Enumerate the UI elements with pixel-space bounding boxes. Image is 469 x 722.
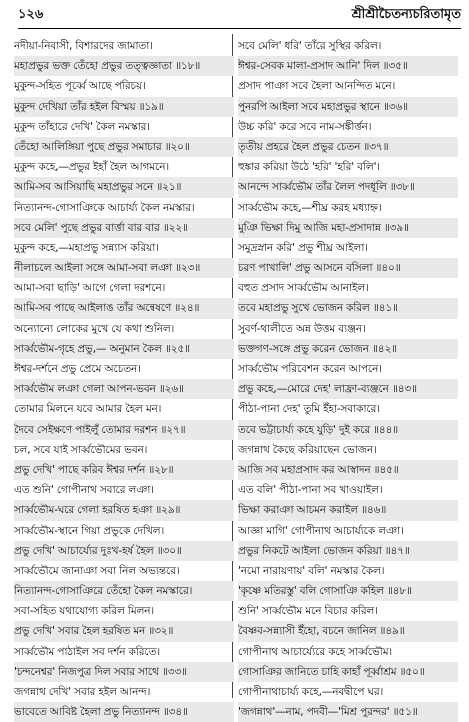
verse-line: তবে মহাপ্রভু সুখে ভোজন করিল ॥৪১॥: [238, 298, 458, 318]
verse-line: মুকুন্দ কহে,—মহাপ্রভু সন্ন্যাস করিয়া।: [14, 241, 159, 254]
verse-line: সার্ব্বভৌমে জানাঞা সবা নিল অভ্যন্তরে।: [14, 564, 180, 577]
verse-line: তেঁহো আলিঙ্গিয়া পুছে প্রভুর সমাচার ॥২০॥: [14, 137, 234, 157]
verse-line: সুবর্ণ-থালীতে অন্ন উত্তম ব্যঞ্জন।: [238, 322, 366, 335]
verse-line: নিত্যানন্দ-গোসাঞিরে তেঁহো কৈল নমস্কারে।: [14, 581, 234, 601]
verse-line: নীলাচলে আইলা সঙ্গে আমা-সবা লঞা ॥২৩॥: [14, 258, 234, 278]
verse-line: ঈশ্বর-সেবক মালা-প্রসাদ আনি' দিল ॥৩৫॥: [238, 56, 458, 76]
verse-line: আজ্ঞা মাগি' গোপীনাথ আচার্য্যকে লঞা।: [238, 524, 404, 537]
page-header: [18, 4, 461, 26]
verse-line: আজি সব মহাপ্রসাদ কর আস্বাদন ॥৪৫॥: [238, 460, 458, 480]
right-column: [238, 36, 458, 722]
verse-line: পুনরপি আইলা সবে মহাপ্রভুর স্থানে ॥৩৬॥: [238, 97, 458, 117]
verse-line: প্রভু দেখি' আচার্য্যের দুঃখ-হর্ষ হৈল ॥৩০॥: [14, 541, 234, 561]
verse-line: ভক্তগণ-সঙ্গে প্রভু করেন ভোজন ॥৪২॥: [238, 339, 458, 359]
verse-line: তবে ভট্টাচার্য্য কহে যুড়ি' দুই করে ॥৪৪॥: [238, 420, 458, 440]
verse-line: চল, সবে যাই সার্ব্বভৌমের ভবন।: [14, 443, 148, 456]
verse-line: প্রভু দেখি' পাছে করিব ঈশ্বর দর্শন ॥২৮॥: [14, 460, 234, 480]
verse-line: প্রভুর নিকটে আইলা ভোজন করিয়া ॥৪৭॥: [238, 541, 458, 561]
verse-line: চরণ পাখালি' প্রভু আসনে বসিলা ॥৪০॥: [238, 258, 458, 278]
verse-line: সবে মেলি' ধরি' তাঁরে সুস্থির করিল।: [238, 40, 382, 52]
verse-line: তোমার মিলনে যবে আমার হৈল মন।: [14, 403, 162, 416]
verse-line: মুকুন্দ কহে,—প্রভুর ইহাঁ হৈল আগমনে।: [14, 161, 169, 174]
verse-line: বহুত প্রসাদ সার্ব্বভৌম আনাইল।: [238, 282, 369, 295]
verse-line: প্রভু কহে,—মোরে দেহ' লাফ্রা-ব্যঞ্জনে ॥৪৩॥: [238, 379, 458, 399]
verse-line: মুকুন্দ দেখিয়া তাঁর হইল বিস্ময় ॥১৯॥: [14, 97, 234, 117]
verse-line: গোসাঞির জানিতে চাহি কাহাঁ পূর্ব্বাশ্রম ॥৫০॥: [238, 662, 458, 682]
verse-line: গোপীনাথাচার্য্য কহে,—নবদ্বীপে ঘর।: [238, 686, 384, 698]
page-number: ১২৬: [18, 6, 44, 22]
verse-line: সার্ব্বভৌম লঞা গেলা আপন-ভবন ॥২৬॥: [14, 379, 234, 399]
verse-line: প্রসাদ পাঞা সবে হৈলা আনন্দিত মনে।: [238, 80, 396, 93]
verse-line: পীঠা-পানা দেহ' তুমি ইঁহা-সবাকারে।: [238, 403, 380, 416]
verse-line: সার্ব্বভৌম পাঠাইল সব দর্শন করিতে।: [14, 645, 160, 658]
left-column: [14, 36, 234, 722]
verse-line: উচ্চ করি' করে সবে নাম-সঙ্কীর্ত্তন।: [238, 120, 372, 133]
verse-line: মুকুন্দ তাঁহারে দেখি' কৈল নমস্কার।: [14, 120, 150, 133]
verse-line: জগন্নাথ কৈছে করিয়াছেন ভোজন।: [238, 443, 377, 456]
verse-line: তৃতীয় প্রহরে হৈল প্রভুর চেতন ॥৩৭॥: [238, 137, 458, 157]
verse-line: সমুদ্রস্নান করি' প্রভু শীঘ্র আইলা।: [238, 241, 368, 254]
verse-line: সার্ব্বভৌম-স্থানে গিয়া প্রভুকে দেখিল।: [14, 524, 165, 537]
verse-line: সার্ব্বভৌম পরিবেশন করেন আপনে।: [238, 363, 382, 375]
verse-line: মহাপ্রভুর ভক্ত তেঁহো প্রভুর তত্ত্বজ্ঞাতা ॥১৮॥: [14, 56, 234, 76]
verse-line: গোপীনাথ আচার্য্যেরে কহে সার্ব্বভৌম।: [238, 645, 392, 658]
verse-line: এত শুনি' গোপীনাথ সবারে লঞা।: [14, 484, 154, 497]
verse-line: সবা-সহিত যথাযোগ্য করিল মিলন।: [14, 605, 154, 618]
verse-line: নদীয়া-নিবাসী, বিশারদের জামাতা।: [14, 40, 153, 52]
verse-line: জগন্নাথ দেখি' সবার হইল আনন্দ।: [14, 686, 151, 698]
verse-line: 'জগন্নাথ'—নাম, পদবী—'মিশ্র পুরন্দর' ॥৫১॥: [238, 702, 458, 722]
verse-line: আমা-সবা ছাড়ি' আগে গেলা দরশনে।: [14, 282, 166, 295]
verse-line: সার্ব্বভৌম-ঘরে গেলা হরষিত হঞা ॥২৯॥: [14, 500, 234, 520]
verse-line: আমি-সব পাছে আইলাঙ তাঁর অন্বেষণে ॥২৪॥: [14, 298, 234, 318]
verse-line: ঈশ্বর-দর্শনে প্রভু প্রেমে অচেতন।: [14, 363, 141, 375]
verse-line: সার্ব্বভৌম কহে,—শীঘ্র করহ মধ্যাহ্ন।: [238, 201, 382, 214]
verse-line: ভাবেতে আবিষ্ট হৈলা প্রভু নিত্যানন্দ ॥৩৪॥: [14, 702, 234, 722]
verse-line: আনন্দে সার্ব্বভৌম তাঁর লৈল পদধূলি ॥৩৮॥: [238, 177, 458, 197]
verse-line: দৈবে সেইক্ষণে পাইলুঁ তোমার দরশন ॥২৭॥: [14, 420, 234, 440]
verse-line: ভিক্ষা করাঞা আচমন করাইল ॥৪৬॥: [238, 500, 458, 520]
book-title: শ্রীশ্রীচৈতন্যচরিতামৃত: [351, 6, 461, 22]
verse-line: এত বলি' পীঠা-পানা সব খাওয়াইল।: [238, 484, 383, 497]
verse-line: অন্যোন্যে লোকের মুখে যে কথা শুনিল।: [14, 322, 175, 335]
verse-line: শুনি' সার্ব্বভৌম মনে বিচার করিল।: [238, 605, 378, 618]
verse-line: 'চন্দনেশ্বর' নিজপুত্র দিল সবার সাথে ॥৩৩॥: [14, 662, 234, 682]
verse-line: মুকুন্দ-সহিত পূর্ব্বে আছে পরিচয়।: [14, 80, 146, 93]
verse-line: 'নমো নারায়ণায়' বলি' নমস্কার কৈল।: [238, 564, 385, 577]
verse-line: মুঞি ভিক্ষা দিমু আজি মহা-প্রসাদান্ন ॥৩৯॥: [238, 218, 458, 238]
verse-line: হুঙ্কার করিয়া উঠে 'হরি' 'হরি' বলি'।: [238, 161, 380, 174]
verse-line: নিত্যানন্দ-গোসাঞিকে আচার্য্য কৈল নমস্কার।: [14, 201, 195, 214]
verse-line: বৈষ্ণব-সন্ন্যাসী ইঁহো, বচনে জানিল ॥৪৯॥: [238, 621, 458, 641]
verse-line: 'কৃষ্ণে মতিরস্তু' বলি গোসাঞি কহিল ॥৪৮॥: [238, 581, 458, 601]
header-rule: [18, 28, 461, 29]
verse-line: সবে মেলি' পুছে প্রভুর বার্ত্তা বার বার ॥২২॥: [14, 218, 234, 238]
verse-line: আমি-সব আসিয়াছি মহাপ্রভুর সনে ॥২১॥: [14, 177, 234, 197]
verse-line: প্রভু দেখি' সবার হৈল হরষিত মন ॥৩২॥: [14, 621, 234, 641]
verse-line: সার্ব্বভৌম-গৃহে প্রভু,— অনুমান কৈল ॥২৫॥: [14, 339, 234, 359]
